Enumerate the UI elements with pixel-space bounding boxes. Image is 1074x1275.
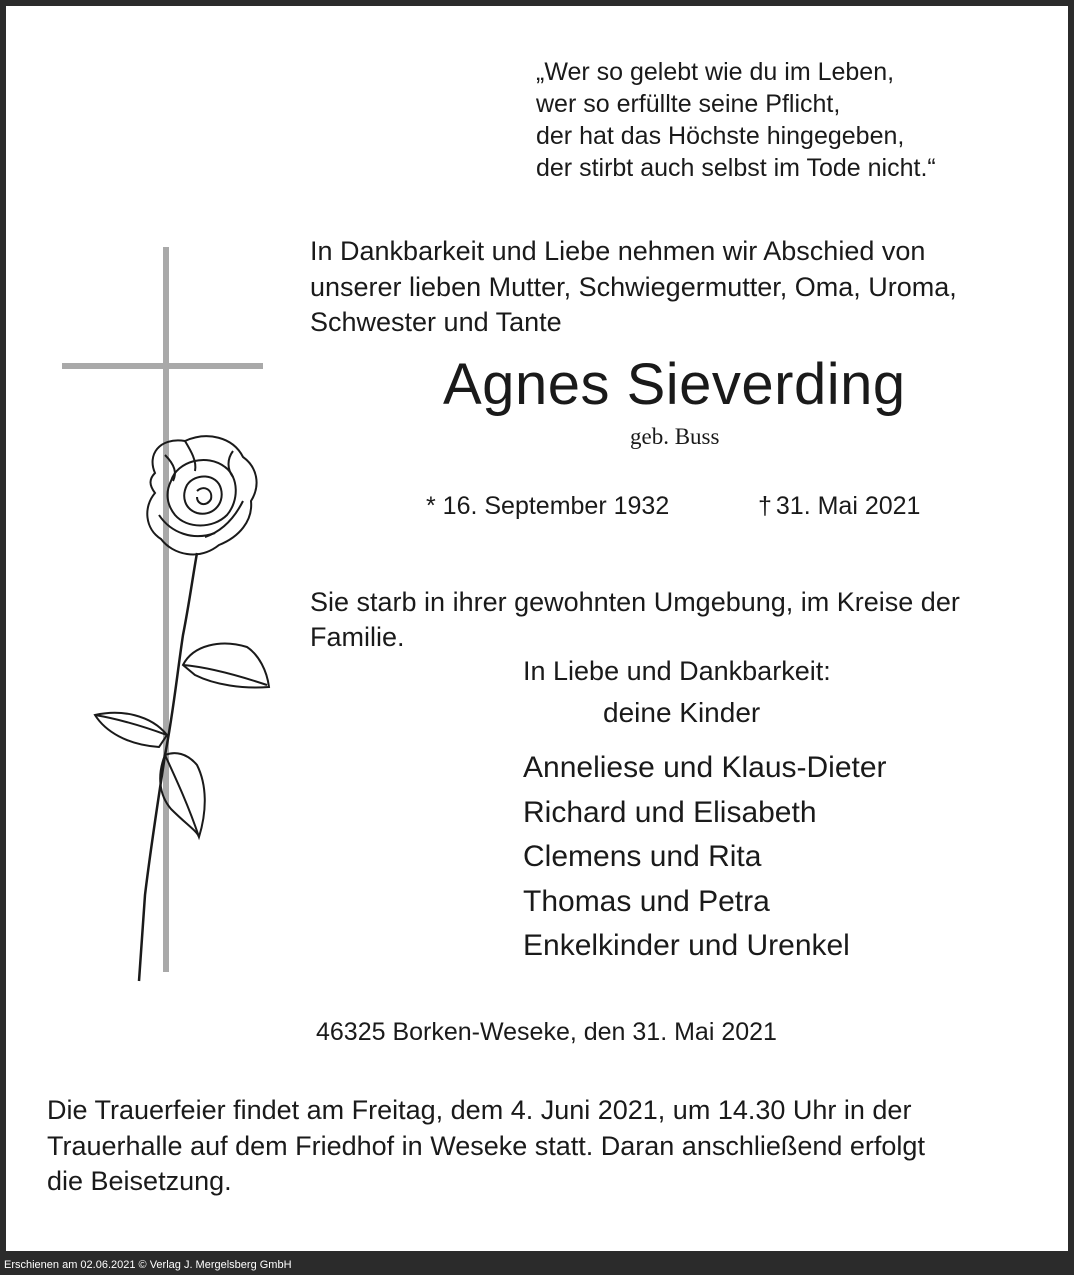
quote-line: „Wer so gelebt wie du im Leben, <box>536 58 895 86</box>
birth-date: * 16. September 1932 <box>426 492 670 520</box>
quote-line: der hat das Höchste hingegeben, <box>536 122 905 150</box>
place-and-date: 46325 Borken-Weseke, den 31. Mai 2021 <box>316 1018 777 1046</box>
quote-line: wer so erfüllte seine Pflicht, <box>536 90 841 118</box>
cross-vertical-beam <box>163 247 169 972</box>
mourner-name: Clemens und Rita <box>523 840 762 873</box>
death-circumstances <box>310 585 960 655</box>
mourners-list <box>523 746 887 969</box>
cross-rose-illustration <box>47 215 292 985</box>
farewell-intro <box>310 234 957 341</box>
mourner-name: Thomas und Petra <box>523 884 770 918</box>
intro-line: In Dankbarkeit und Liebe nehmen wir Abschied von <box>310 236 926 266</box>
quote-line: der stirbt auch selbst im Tode nicht.“ <box>536 154 936 182</box>
mourner-name: Anneliese und Klaus-Dieter <box>523 751 887 784</box>
funeral-line: Die Trauerfeier findet am Freitag, dem 4. Juni 2021, um 14.30 Uhr in der <box>47 1095 912 1125</box>
mourners-heading: In Liebe und Dankbarkeit: <box>523 656 831 686</box>
mourner-name: Enkelkinder und Urenkel <box>523 929 850 962</box>
died-line: Familie. <box>310 622 405 652</box>
intro-line: Schwester und Tante <box>310 307 562 337</box>
mourner-name: Richard und Elisabeth <box>523 795 817 829</box>
rose-leaf-icon <box>95 644 269 837</box>
death-date: 31. Mai 2021 <box>775 492 921 520</box>
deceased-name: Agnes Sieverding <box>443 352 906 417</box>
intro-line: unserer lieben Mutter, Schwiegermutter, Oma, Uroma, <box>310 271 957 302</box>
mourners-subheading: deine Kinder <box>603 697 761 728</box>
memorial-quote <box>536 56 936 184</box>
funeral-line: Trauerhalle auf dem Friedhof in Weseke statt. Daran anschließend erfolgt <box>47 1130 925 1161</box>
funeral-line: die Beisetzung. <box>47 1166 232 1196</box>
funeral-notice <box>47 1093 925 1200</box>
cross-horizontal-beam <box>62 363 263 369</box>
publication-footer: Erschienen am 02.06.2021 © Verlag J. Mergelsberg GmbH <box>4 1259 292 1271</box>
dagger-icon: † <box>758 492 772 520</box>
maiden-name: geb. Buss <box>630 424 720 449</box>
died-line: Sie starb in ihrer gewohnten Umgebung, im Kreise der <box>310 587 960 617</box>
death-date-line <box>758 492 920 521</box>
